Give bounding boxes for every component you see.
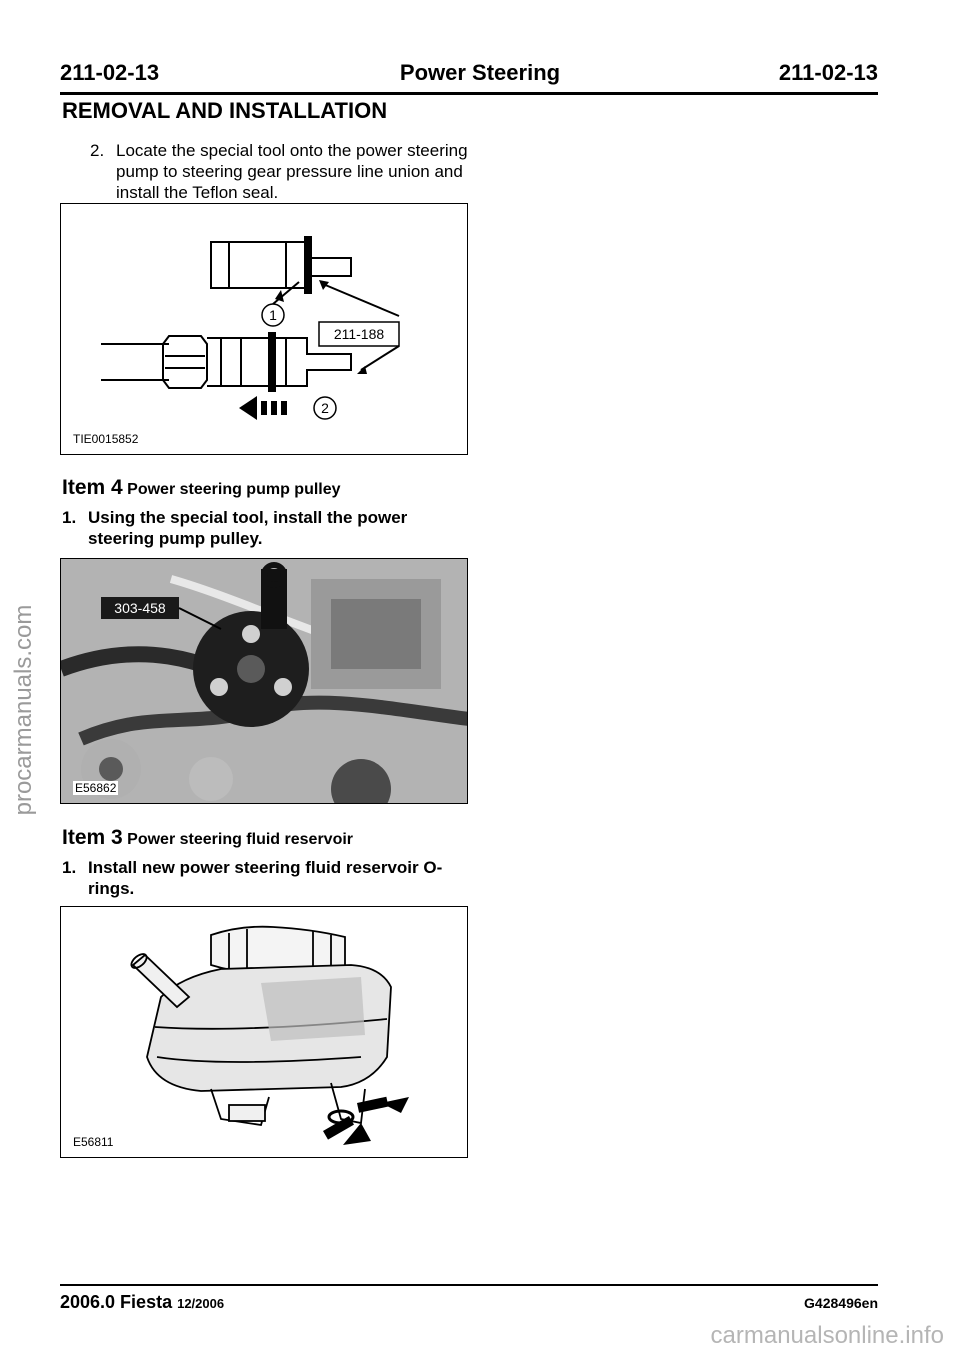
step-install-orings [62, 857, 452, 899]
footer-doc-code: G428496en [804, 1295, 878, 1311]
bottom-watermark: carmanualsonline.info [710, 1322, 944, 1349]
tool-label: 211-188 [333, 326, 385, 342]
footer-model [60, 1292, 224, 1313]
figure-id: TIE0015852 [73, 432, 139, 446]
figure-id: E56811 [73, 1135, 114, 1149]
header-title: Power Steering [399, 60, 561, 85]
side-watermark-text: procarmanuals.com [10, 604, 37, 816]
footer-model-name: 2006.0 Fiesta [60, 1292, 173, 1312]
step-locate-tool [90, 140, 480, 203]
figure-reservoir-orings [60, 906, 468, 1158]
step-number: 1. [62, 508, 77, 527]
step-text: Install new power steering fluid reservoir O-rings. [88, 858, 443, 898]
step-number: 2. [90, 141, 105, 160]
side-watermark [4, 560, 44, 860]
header-rule [60, 92, 878, 95]
callout-2: 2 [321, 400, 329, 416]
tool-diagram [61, 204, 468, 455]
item-4-heading [62, 476, 341, 500]
footer-rule [60, 1284, 878, 1286]
callout-1: 1 [269, 307, 277, 323]
header-code-right: 211-02-13 [778, 60, 878, 85]
section-title: REMOVAL AND INSTALLATION [62, 98, 388, 123]
step-install-pulley [62, 507, 452, 549]
item-title: Power steering fluid reservoir [127, 831, 354, 848]
item-3-heading [62, 826, 353, 850]
reservoir-drawing [61, 907, 468, 1158]
item-title: Power steering pump pulley [127, 481, 341, 498]
step-number: 1. [62, 858, 77, 877]
tool-label: 303-458 [114, 600, 166, 616]
engine-photo [61, 559, 468, 804]
item-number: Item 4 [62, 476, 123, 499]
step-text: Locate the special tool onto the power steering pump to steering gear pressure line union and install the Teflon seal. [116, 141, 468, 202]
figure-id: E56862 [75, 781, 117, 795]
item-number: Item 3 [62, 826, 123, 849]
figure-tool-on-union [60, 203, 468, 455]
step-text: Using the special tool, install the power steering pump pulley. [88, 508, 408, 548]
header-code-left: 211-02-13 [60, 60, 160, 85]
figure-pulley-install [60, 558, 468, 804]
footer-date: 12/2006 [177, 1296, 225, 1311]
